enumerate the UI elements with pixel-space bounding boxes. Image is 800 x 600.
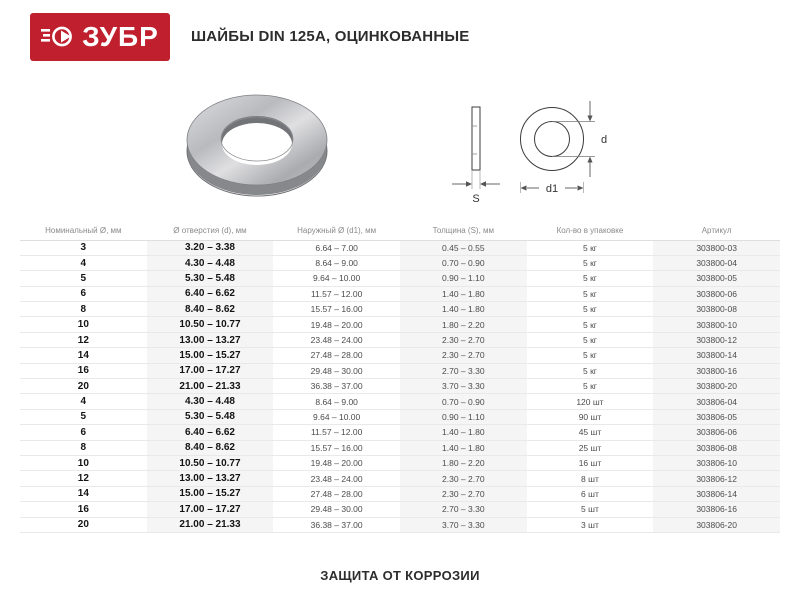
table-cell: 12 [20, 471, 147, 486]
table-row [20, 440, 780, 455]
table-row [20, 363, 780, 378]
table-cell: 17.00 – 17.27 [147, 363, 274, 378]
corrosion-protection-note: ЗАЩИТА ОТ КОРРОЗИИ [320, 568, 480, 583]
table-cell: 14 [20, 348, 147, 363]
table-cell: 303806-06 [653, 425, 780, 440]
table-cell: 6.40 – 6.62 [147, 425, 274, 440]
table-cell: 2.30 – 2.70 [400, 486, 527, 501]
table-row [20, 486, 780, 501]
table-cell: 8.64 – 9.00 [273, 394, 400, 409]
table-cell: 5 кг [527, 348, 654, 363]
table-cell: 17.00 – 17.27 [147, 502, 274, 517]
table-cell: 0.90 – 1.10 [400, 271, 527, 286]
table-cell: 14 [20, 486, 147, 501]
spec-table [20, 221, 780, 533]
table-cell: 36.38 – 37.00 [273, 379, 400, 394]
table-cell: 303800-06 [653, 286, 780, 301]
table-cell: 27.48 – 28.00 [273, 486, 400, 501]
table-cell: 5 кг [527, 271, 654, 286]
table-cell: 27.48 – 28.00 [273, 348, 400, 363]
table-cell: 6 [20, 286, 147, 301]
table-cell: 15.57 – 16.00 [273, 440, 400, 455]
table-cell: 8.40 – 8.62 [147, 302, 274, 317]
table-row [20, 455, 780, 470]
table-cell: 5 [20, 409, 147, 424]
table-cell: 303800-04 [653, 255, 780, 270]
table-row [20, 502, 780, 517]
table-cell: 1.80 – 2.20 [400, 317, 527, 332]
table-cell: 5 кг [527, 317, 654, 332]
table-cell: 5 кг [527, 379, 654, 394]
table-cell: 5 кг [527, 286, 654, 301]
table-cell: 20 [20, 379, 147, 394]
table-cell: 5.30 – 5.48 [147, 409, 274, 424]
table-cell: 9.64 – 10.00 [273, 271, 400, 286]
table-cell: 6.40 – 6.62 [147, 286, 274, 301]
column-header: Наружный Ø (d1), мм [273, 221, 400, 240]
table-row [20, 379, 780, 394]
table-cell: 6 [20, 425, 147, 440]
table-cell: 2.30 – 2.70 [400, 471, 527, 486]
table-cell: 1.80 – 2.20 [400, 455, 527, 470]
table-cell: 303800-12 [653, 332, 780, 347]
dimension-label-d: d [601, 134, 608, 146]
table-cell: 3.70 – 3.30 [400, 517, 527, 532]
table-cell: 303806-16 [653, 502, 780, 517]
table-cell: 9.64 – 10.00 [273, 409, 400, 424]
table-cell: 45 шт [527, 425, 654, 440]
table-row [20, 332, 780, 347]
table-cell: 3.20 – 3.38 [147, 240, 274, 255]
column-header: Ø отверстия (d), мм [147, 221, 274, 240]
table-cell: 1.40 – 1.80 [400, 425, 527, 440]
table-cell: 10 [20, 455, 147, 470]
table-cell: 90 шт [527, 409, 654, 424]
table-cell: 6.64 – 7.00 [273, 240, 400, 255]
table-cell: 10.50 – 10.77 [147, 455, 274, 470]
table-cell: 4 [20, 255, 147, 270]
table-row [20, 317, 780, 332]
table-cell: 16 [20, 502, 147, 517]
table-cell: 0.45 – 0.55 [400, 240, 527, 255]
table-cell: 8 [20, 302, 147, 317]
table-cell: 303800-08 [653, 302, 780, 317]
table-cell: 36.38 – 37.00 [273, 517, 400, 532]
table-row [20, 394, 780, 409]
zubr-logo [30, 13, 170, 61]
table-cell: 0.70 – 0.90 [400, 394, 527, 409]
table-cell: 8.40 – 8.62 [147, 440, 274, 455]
column-header: Артикул [653, 221, 780, 240]
table-cell: 16 шт [527, 455, 654, 470]
table-cell: 303800-10 [653, 317, 780, 332]
table-cell: 29.48 – 30.00 [273, 363, 400, 378]
column-header: Номинальный Ø, мм [20, 221, 147, 240]
table-cell: 1.40 – 1.80 [400, 440, 527, 455]
table-cell: 10.50 – 10.77 [147, 317, 274, 332]
table-row [20, 255, 780, 270]
table-cell: 29.48 – 30.00 [273, 502, 400, 517]
dimension-label-d1: d1 [545, 183, 559, 195]
table-cell: 23.48 – 24.00 [273, 332, 400, 347]
table-cell: 5 шт [527, 502, 654, 517]
table-cell: 5 кг [527, 302, 654, 317]
table-cell: 19.48 – 20.00 [273, 455, 400, 470]
table-cell: 13.00 – 13.27 [147, 332, 274, 347]
table-cell: 16 [20, 363, 147, 378]
zubr-logo-icon [41, 22, 75, 52]
column-header: Толщина (S), мм [400, 221, 527, 240]
table-row [20, 348, 780, 363]
table-cell: 5 кг [527, 332, 654, 347]
table-cell: 2.70 – 3.30 [400, 363, 527, 378]
table-cell: 10 [20, 317, 147, 332]
table-cell: 1.40 – 1.80 [400, 286, 527, 301]
table-cell: 303806-14 [653, 486, 780, 501]
table-cell: 303806-04 [653, 394, 780, 409]
table-cell: 303806-08 [653, 440, 780, 455]
table-cell: 8.64 – 9.00 [273, 255, 400, 270]
table-cell: 5 [20, 271, 147, 286]
table-cell: 15.00 – 15.27 [147, 348, 274, 363]
table-row [20, 471, 780, 486]
table-cell: 303800-03 [653, 240, 780, 255]
table-cell: 23.48 – 24.00 [273, 471, 400, 486]
table-cell: 0.70 – 0.90 [400, 255, 527, 270]
table-cell: 1.40 – 1.80 [400, 302, 527, 317]
table-cell: 303800-16 [653, 363, 780, 378]
table-cell: 3 шт [527, 517, 654, 532]
table-cell: 25 шт [527, 440, 654, 455]
table-cell: 5 кг [527, 363, 654, 378]
table-cell: 4.30 – 4.48 [147, 255, 274, 270]
table-cell: 0.90 – 1.10 [400, 409, 527, 424]
table-cell: 21.00 – 21.33 [147, 517, 274, 532]
table-cell: 4.30 – 4.48 [147, 394, 274, 409]
table-cell: 11.57 – 12.00 [273, 425, 400, 440]
table-cell: 303800-20 [653, 379, 780, 394]
table-cell: 303800-14 [653, 348, 780, 363]
table-cell: 19.48 – 20.00 [273, 317, 400, 332]
table-row [20, 240, 780, 255]
table-row [20, 271, 780, 286]
table-cell: 303806-10 [653, 455, 780, 470]
table-cell: 6 шт [527, 486, 654, 501]
table-cell: 5 кг [527, 240, 654, 255]
table-row [20, 517, 780, 532]
table-cell: 21.00 – 21.33 [147, 379, 274, 394]
table-cell: 5.30 – 5.48 [147, 271, 274, 286]
table-cell: 8 шт [527, 471, 654, 486]
table-cell: 3 [20, 240, 147, 255]
table-cell: 12 [20, 332, 147, 347]
table-cell: 303806-20 [653, 517, 780, 532]
dimension-label-s: S [472, 193, 480, 205]
table-cell: 120 шт [527, 394, 654, 409]
page-title: ШАЙБЫ DIN 125А, ОЦИНКОВАННЫЕ [191, 28, 470, 45]
table-cell: 11.57 – 12.00 [273, 286, 400, 301]
spec-table-body [20, 240, 780, 532]
table-row [20, 302, 780, 317]
table-cell: 15.00 – 15.27 [147, 486, 274, 501]
table-cell: 4 [20, 394, 147, 409]
spec-table-header-row [20, 221, 780, 240]
table-cell: 303800-05 [653, 271, 780, 286]
washer-photo [170, 88, 345, 208]
table-row [20, 286, 780, 301]
table-cell: 2.30 – 2.70 [400, 332, 527, 347]
table-cell: 2.30 – 2.70 [400, 348, 527, 363]
table-cell: 303806-05 [653, 409, 780, 424]
washer-dimension-diagram [440, 85, 670, 215]
table-row [20, 409, 780, 424]
table-cell: 303806-12 [653, 471, 780, 486]
column-header: Кол-во в упаковке [527, 221, 654, 240]
zubr-logo-text: ЗУБР [82, 21, 159, 52]
table-cell: 15.57 – 16.00 [273, 302, 400, 317]
table-cell: 2.70 – 3.30 [400, 502, 527, 517]
table-cell: 5 кг [527, 255, 654, 270]
table-cell: 3.70 – 3.30 [400, 379, 527, 394]
table-cell: 13.00 – 13.27 [147, 471, 274, 486]
table-cell: 8 [20, 440, 147, 455]
table-row [20, 425, 780, 440]
table-cell: 20 [20, 517, 147, 532]
